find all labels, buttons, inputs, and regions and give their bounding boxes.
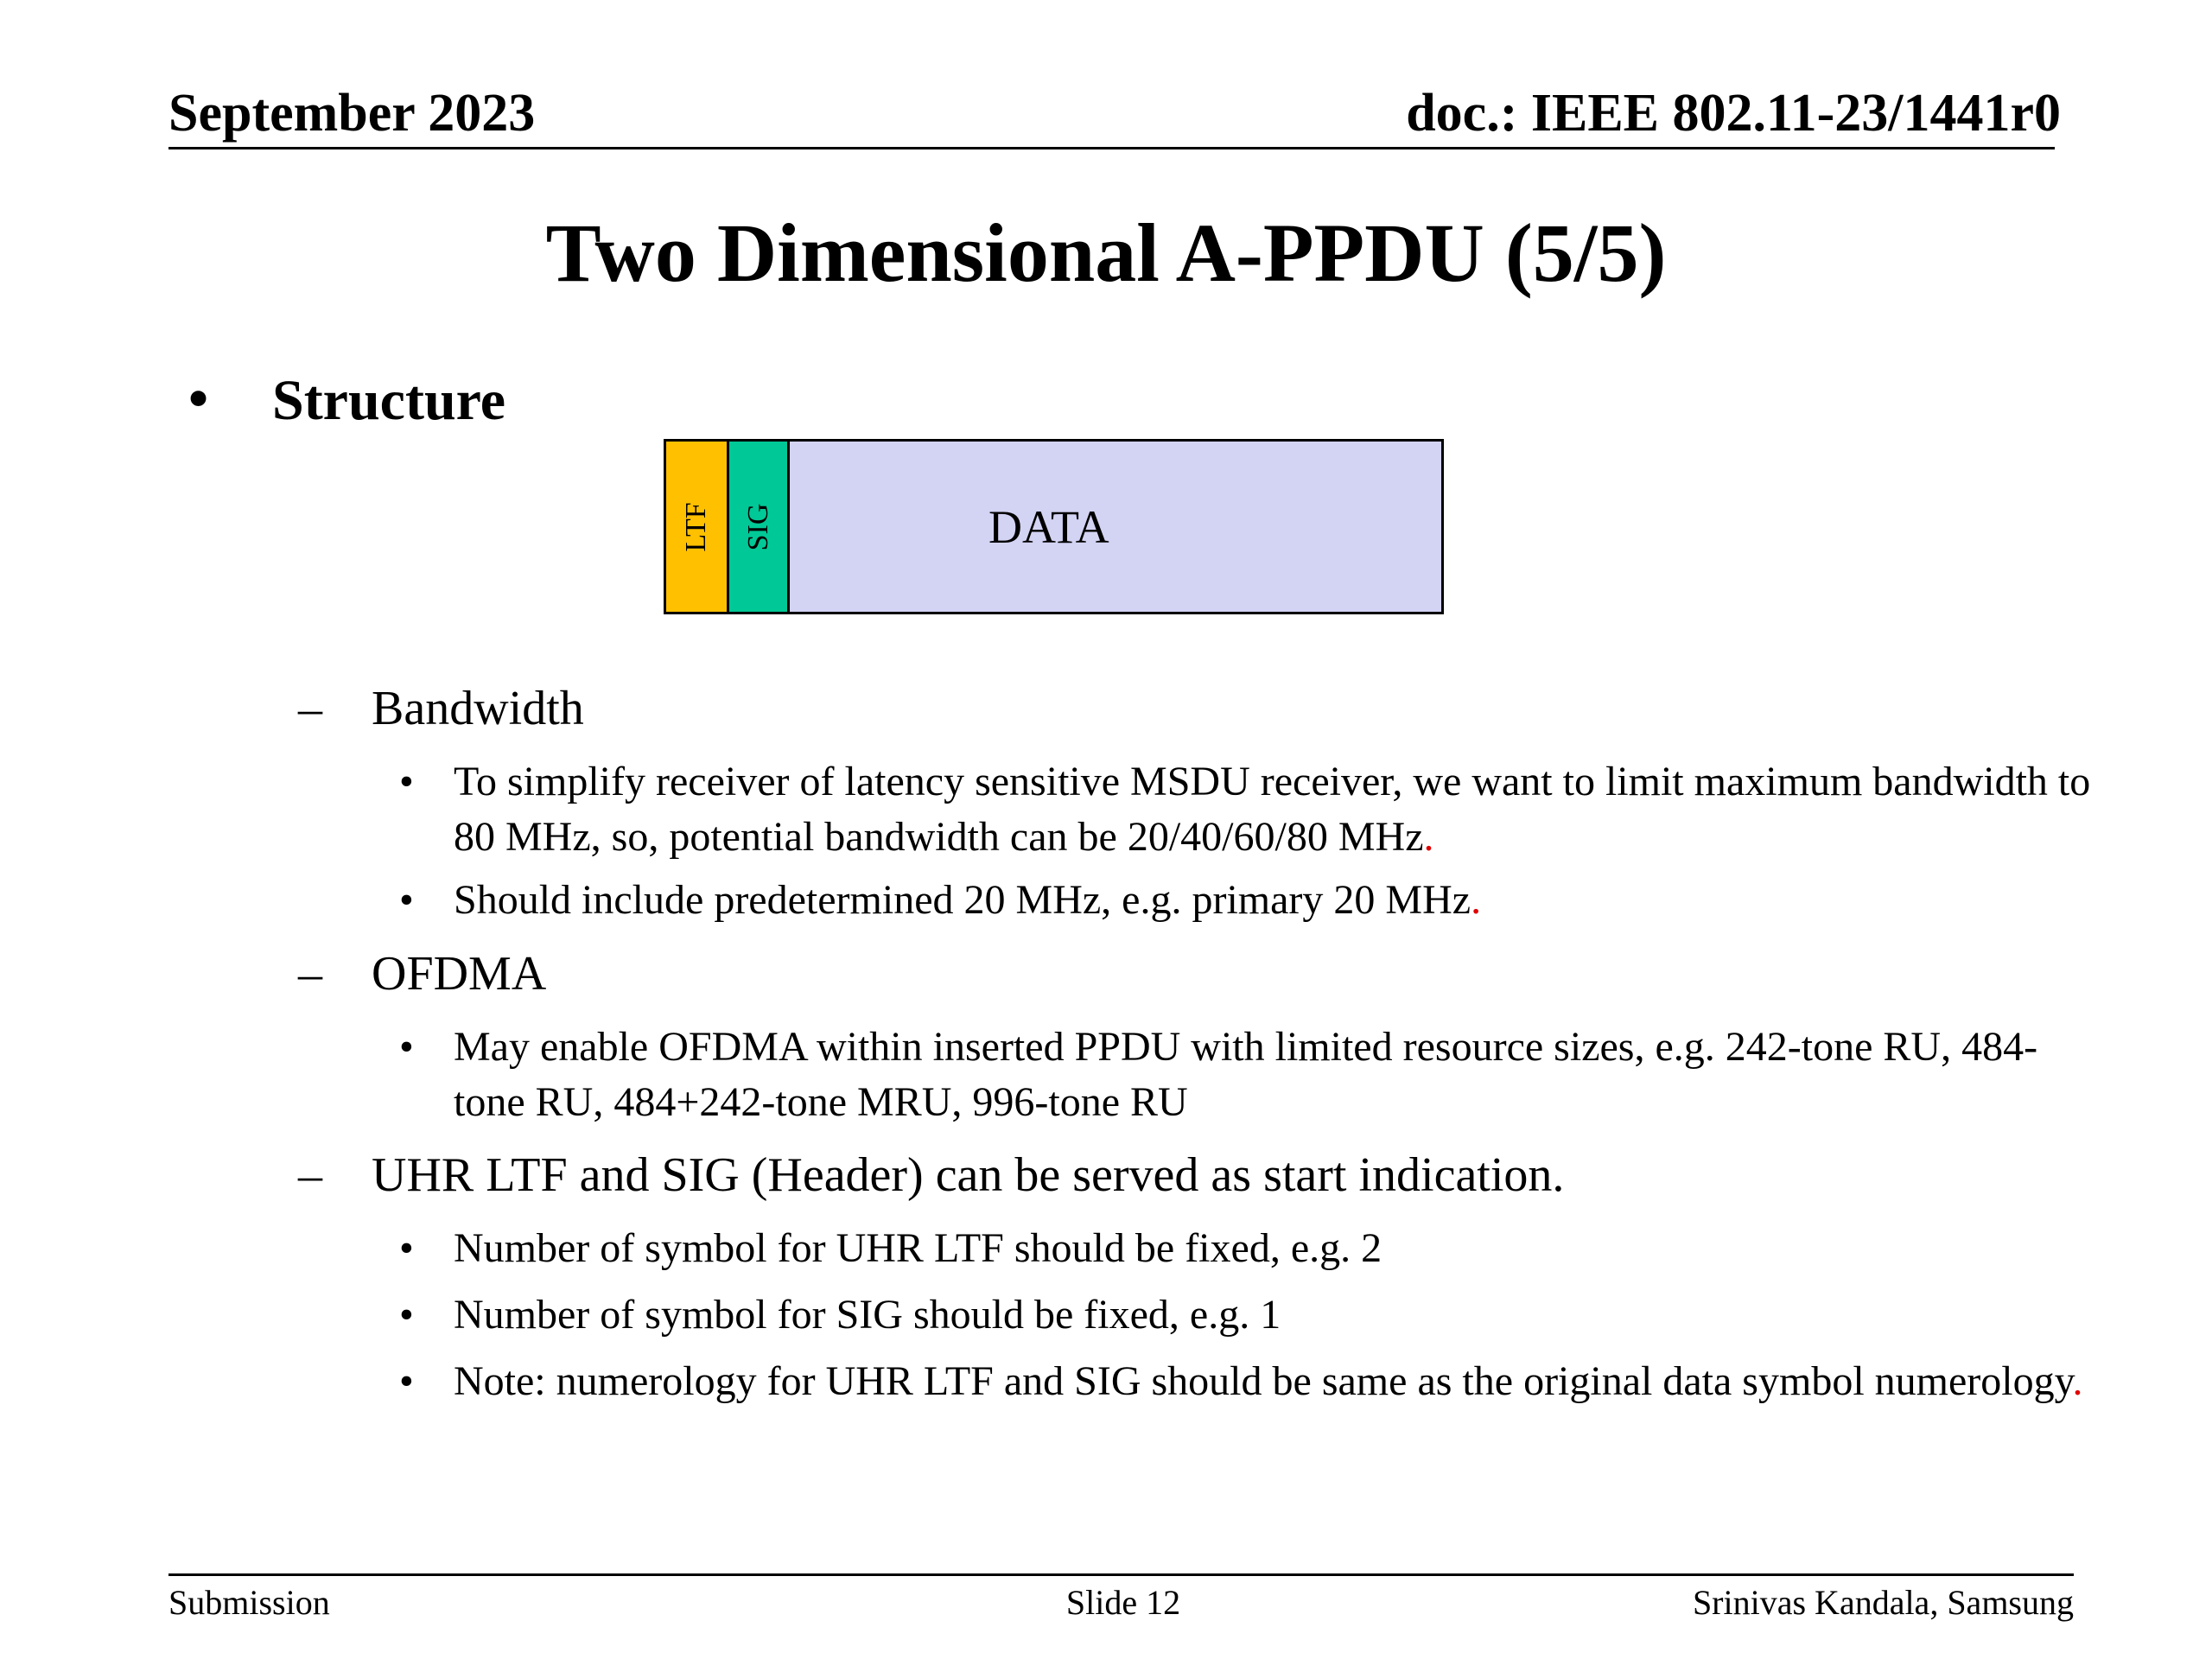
bullet-glyph: • — [399, 1292, 414, 1338]
section-title: UHR LTF and SIG (Header) can be served as start indication. — [372, 1148, 1565, 1202]
dash-glyph: – — [298, 947, 322, 1001]
footer-slide-number: Slide 12 — [1065, 1583, 1181, 1622]
bullet-text: Number of symbol for UHR LTF should be fixed, e.g. 2 — [454, 1225, 1382, 1271]
bullet-glyph: • — [188, 367, 209, 430]
bullet-glyph: • — [399, 1358, 414, 1404]
data-field-label: DATA — [988, 500, 1109, 553]
dash-glyph: – — [298, 682, 322, 735]
bullet-text: Number of symbol for SIG should be fixed, e.g. 1 — [454, 1292, 1281, 1338]
section-title: OFDMA — [372, 947, 547, 1001]
bullet-glyph: • — [399, 877, 414, 923]
sig-field — [727, 439, 790, 614]
bullet-text: To simplify receiver of latency sensitive MSDU receiver, we want to limit maximum bandwidth to 80 MHz, so, potential bandwidth can be 20/40/60/80 MHz. — [454, 759, 2091, 860]
sig-field-label: SIG — [741, 503, 774, 550]
bullet-text: Note: numerology for UHR LTF and SIG should be same as the original data symbol numerology. — [454, 1358, 2083, 1404]
section-title: Bandwidth — [372, 682, 584, 735]
slide-title: Two Dimensional A-PPDU (5/5) — [545, 207, 1667, 299]
ltf-field-label: LTF — [680, 501, 712, 552]
footer-divider — [168, 1573, 2074, 1576]
footer-submission: Submission — [168, 1583, 330, 1622]
bullet-text: Should include predetermined 20 MHz, e.g. primary 20 MHz. — [454, 877, 1482, 923]
bullet-text: May enable OFDMA within inserted PPDU with limited resource sizes, e.g. 242-tone RU, 484-tone RU, 484+242-tone MRU, 996-tone RU — [454, 1024, 2038, 1125]
header-doc-id: doc.: IEEE 802.11-23/1441r0 — [1406, 84, 2061, 143]
header-date: September 2023 — [168, 84, 536, 143]
ltf-field — [664, 439, 729, 614]
bullet-glyph: • — [399, 1225, 414, 1271]
dash-glyph: – — [298, 1148, 322, 1202]
bullet-glyph: • — [399, 759, 414, 804]
ppdu-diagram — [664, 439, 1444, 614]
bullet-glyph: • — [399, 1024, 414, 1070]
footer-author: Srinivas Kandala, Samsung — [1692, 1583, 2074, 1622]
structure-heading: Structure — [272, 369, 506, 432]
data-field — [787, 439, 1444, 614]
header-divider — [168, 147, 2055, 149]
